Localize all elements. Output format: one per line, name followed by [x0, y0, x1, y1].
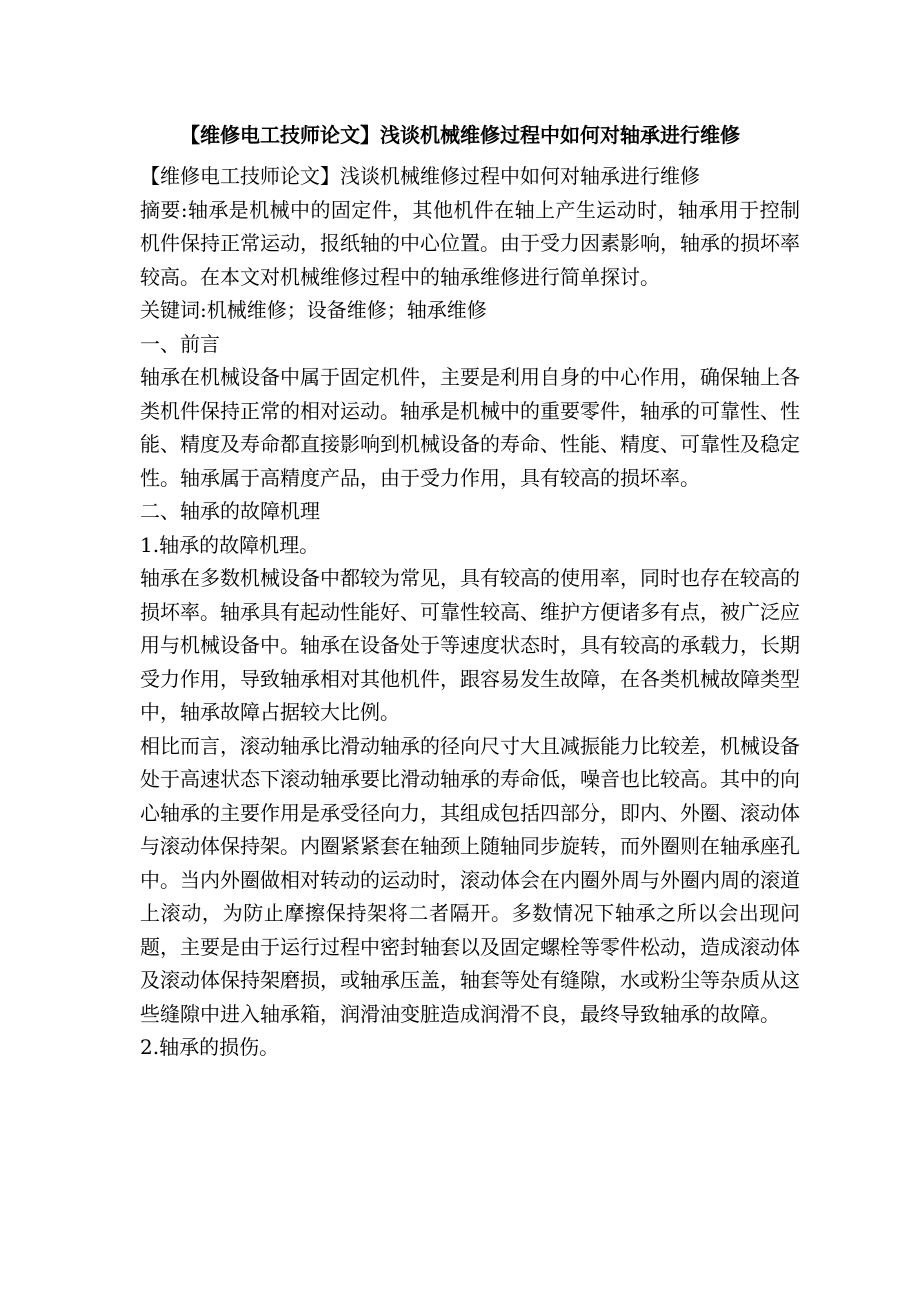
- body-paragraph: 相比而言，滚动轴承比滑动轴承的径向尺寸大且减振能力比较差，机械设备处于高速状态下滚动轴承要比滑动轴承的寿命低，噪音也比较高。其中的向心轴承的主要作用是承受径向力，其组成包括四部分，即内、外圈、滚动体与滚动体保持架。内圈紧紧套在轴颈上随轴同步旋转，而外圈则在轴承座孔中。当内外圈做相对转动的运动时，滚动体会在内圈外周与外圈内周的滚道上滚动，为防止摩擦保持架将二者隔开。多数情况下轴承之所以会出现问题，主要是由于运行过程中密封轴套以及固定螺栓等零件松动，造成滚动体及滚动体保持架磨损，或轴承压盖，轴套等处有缝隙，水或粉尘等杂质从这些缝隙中进入轴承箱，润滑油变脏造成润滑不良，最终导致轴承的故障。: [140, 733, 800, 1026]
- body-paragraph: 轴承在机械设备中属于固定机件，主要是利用自身的中心作用，确保轴上各类机件保持正常的相对运动。轴承是机械中的重要零件，轴承的可靠性、性能、精度及寿命都直接影响到机械设备的寿命、性能、精度、可靠性及稳定性。轴承属于高精度产品，由于受力作用，具有较高的损坏率。: [140, 365, 800, 490]
- heading-repeat: 【维修电工技师论文】浅谈机械维修过程中如何对轴承进行维修: [140, 164, 700, 188]
- abstract-paragraph: 摘要:轴承是机械中的固定件，其他机件在轴上产生运动时，轴承用于控制机件保持正常运动，报纸轴的中心位置。由于受力因素影响，轴承的损坏率较高。在本文对机械维修过程中的轴承维修进行简单探讨。: [140, 197, 800, 289]
- subsection-heading: 2.轴承的损伤。: [140, 1035, 280, 1059]
- keywords-paragraph: 关键词:机械维修；设备维修；轴承维修: [140, 298, 487, 322]
- section-heading-failure-mechanism: 二、轴承的故障机理: [140, 499, 320, 523]
- document-body: [140, 160, 800, 1065]
- section-heading-preface: 一、前言: [140, 331, 220, 356]
- body-paragraph: 轴承在多数机械设备中都较为常见，具有较高的使用率，同时也存在较高的损坏率。轴承具有起动性能好、可靠性较高、维护方便诸多有点，被广泛应用与机械设备中。轴承在设备处于等速度状态时，具有较高的承载力，长期受力作用，导致轴承相对其他机件，跟容易发生故障，在各类机械故障类型中，轴承故障占据较大比例。: [140, 566, 800, 724]
- subsection-heading: 1.轴承的故障机理。: [140, 532, 320, 557]
- document-title: 【维修电工技师论文】浅谈机械维修过程中如何对轴承进行维修: [180, 123, 740, 147]
